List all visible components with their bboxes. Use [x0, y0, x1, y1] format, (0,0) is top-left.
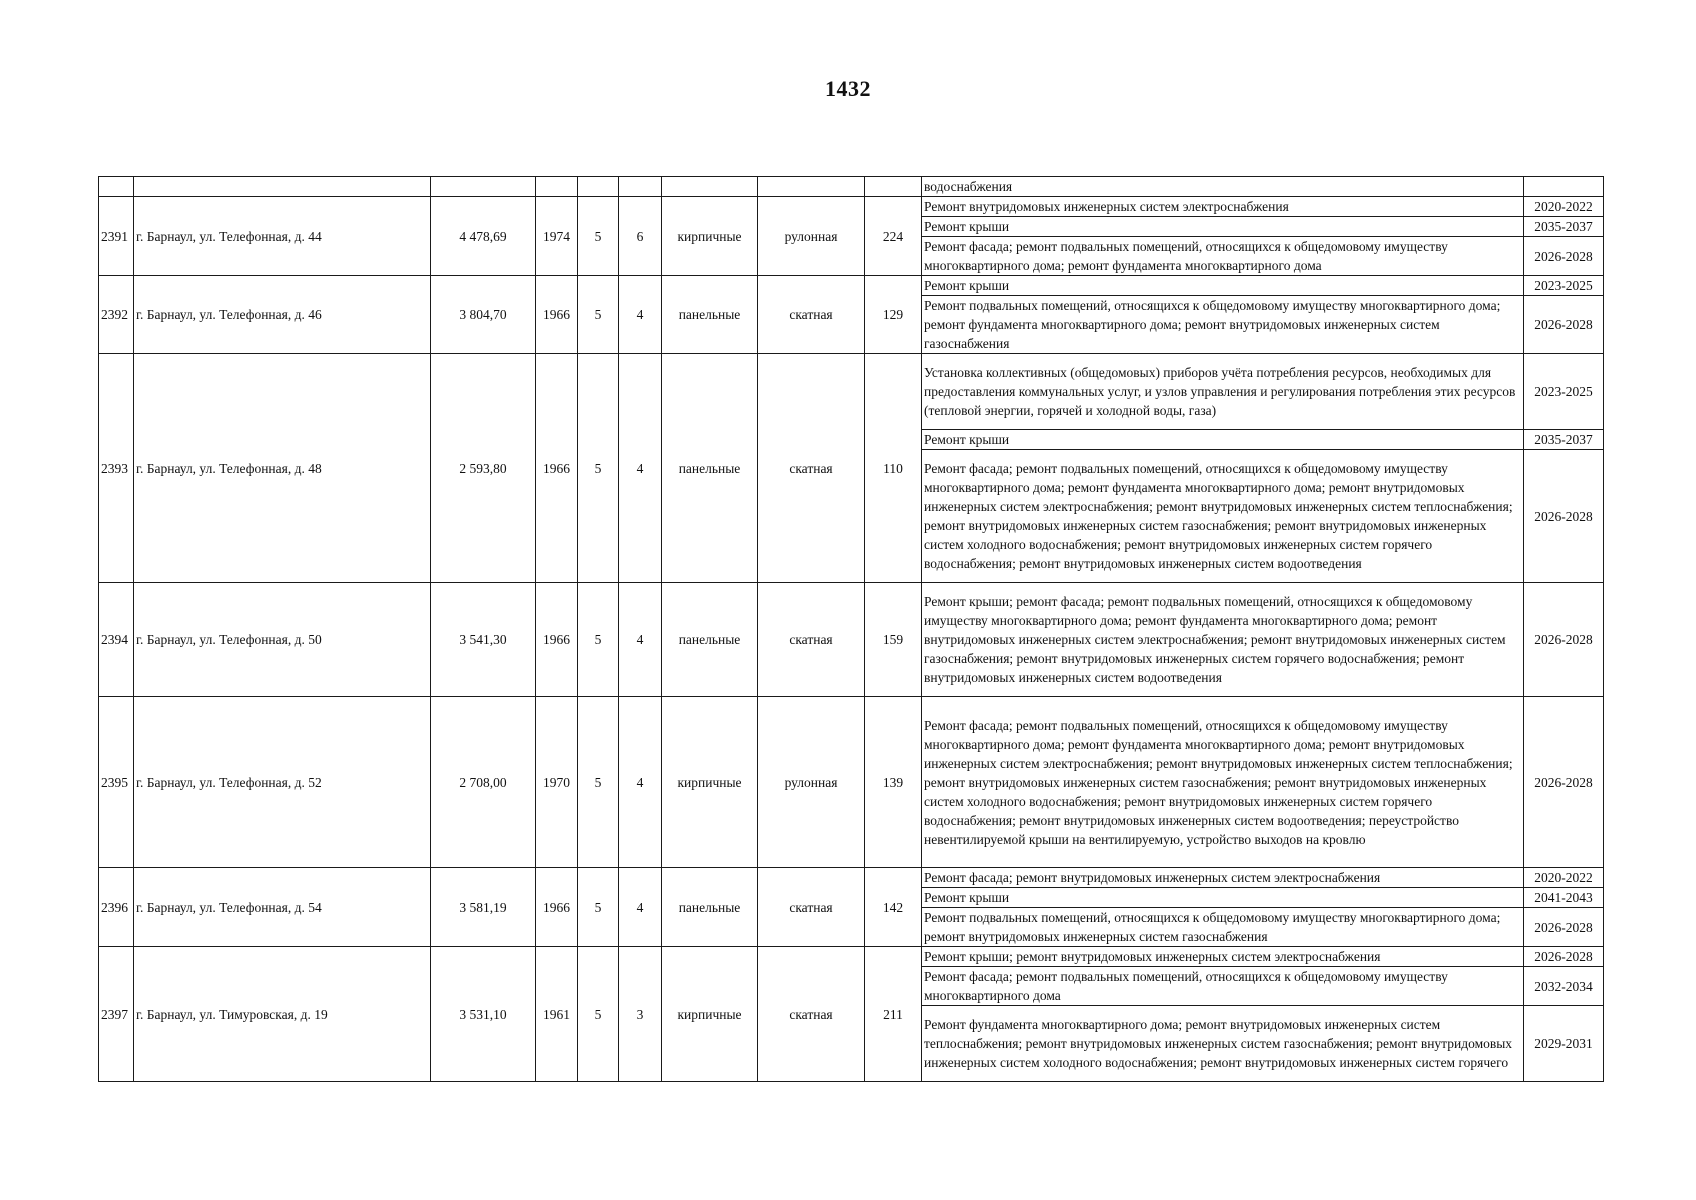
- roof-type: скатная: [758, 276, 865, 354]
- work-description: Ремонт крыши: [922, 430, 1524, 450]
- continuation-row: [99, 177, 1604, 197]
- roof-type: рулонная: [758, 697, 865, 868]
- work-period: 2035-2037: [1524, 217, 1604, 237]
- work-period: 2023-2025: [1524, 276, 1604, 296]
- work-period: 2026-2028: [1524, 237, 1604, 276]
- work-description: Ремонт крыши: [922, 888, 1524, 908]
- total-area: 2 708,00: [431, 697, 536, 868]
- build-year: 1966: [536, 354, 578, 583]
- entrances-count: 4: [619, 697, 662, 868]
- work-period: 2026-2028: [1524, 450, 1604, 583]
- work-description: Ремонт крыши: [922, 276, 1524, 296]
- row-number: 2397: [99, 947, 134, 1082]
- work-period: 2020-2022: [1524, 868, 1604, 888]
- address: г. Барнаул, ул. Телефонная, д. 46: [134, 276, 431, 354]
- empty-cell: [134, 177, 431, 197]
- build-year: 1970: [536, 697, 578, 868]
- work-description: Ремонт крыши; ремонт фасада; ремонт подвальных помещений, относящихся к общедомовому имуществу многоквартирного дома; ремонт фундамента многоквартирного дома; ремонт внутридомовых инженерных систем электроснабжения; ремонт внутридомовых инженерных систем газоснабжения; ремонт внутридомовых инженерных систем горячего водоснабжения; ремонт внутридомовых инженерных систем водоотведения: [922, 583, 1524, 697]
- entrances-count: 3: [619, 947, 662, 1082]
- residents-count: 211: [865, 947, 922, 1082]
- empty-cell: [662, 177, 758, 197]
- table-row: [99, 276, 1604, 296]
- address: г. Барнаул, ул. Телефонная, д. 52: [134, 697, 431, 868]
- wall-material: кирпичные: [662, 697, 758, 868]
- address: г. Барнаул, ул. Телефонная, д. 44: [134, 197, 431, 276]
- roof-type: скатная: [758, 583, 865, 697]
- roof-type: скатная: [758, 868, 865, 947]
- residents-count: 159: [865, 583, 922, 697]
- work-period: 2032-2034: [1524, 967, 1604, 1006]
- work-period: 2026-2028: [1524, 583, 1604, 697]
- roof-type: скатная: [758, 354, 865, 583]
- build-year: 1961: [536, 947, 578, 1082]
- empty-cell: [865, 177, 922, 197]
- work-description: Ремонт крыши: [922, 217, 1524, 237]
- work-description: Ремонт фасада; ремонт подвальных помещений, относящихся к общедомовому имуществу многоквартирного дома; ремонт фундамента многоквартирного дома; ремонт внутридомовых инженерных систем электроснабжения; ремонт внутридомовых инженерных систем теплоснабжения; ремонт внутридомовых инженерных систем газоснабжения; ремонт внутридомовых инженерных систем холодного водоснабжения; ремонт внутридомовых инженерных систем горячего водоснабжения; ремонт внутридомовых инженерных систем водоотведения: [922, 450, 1524, 583]
- total-area: 3 581,19: [431, 868, 536, 947]
- address: г. Барнаул, ул. Телефонная, д. 54: [134, 868, 431, 947]
- row-number: 2393: [99, 354, 134, 583]
- work-description: Ремонт подвальных помещений, относящихся к общедомовому имуществу многоквартирного дома; ремонт внутридомовых инженерных систем газоснабжения: [922, 908, 1524, 947]
- total-area: 4 478,69: [431, 197, 536, 276]
- table-row: [99, 697, 1604, 868]
- table-row: [99, 583, 1604, 697]
- work-period: 2026-2028: [1524, 296, 1604, 354]
- address: г. Барнаул, ул. Телефонная, д. 48: [134, 354, 431, 583]
- work-period: 2026-2028: [1524, 908, 1604, 947]
- empty-cell: [578, 177, 619, 197]
- total-area: 3 531,10: [431, 947, 536, 1082]
- entrances-count: 4: [619, 868, 662, 947]
- residents-count: 139: [865, 697, 922, 868]
- wall-material: кирпичные: [662, 947, 758, 1082]
- build-year: 1966: [536, 276, 578, 354]
- work-period: 2020-2022: [1524, 197, 1604, 217]
- entrances-count: 4: [619, 354, 662, 583]
- residents-count: 129: [865, 276, 922, 354]
- residents-count: 110: [865, 354, 922, 583]
- wall-material: панельные: [662, 276, 758, 354]
- work-description: Ремонт фундамента многоквартирного дома; ремонт внутридомовых инженерных систем теплоснабжения; ремонт внутридомовых инженерных систем газоснабжения; ремонт внутридомовых инженерных систем холодного водоснабжения; ремонт внутридомовых инженерных систем горячего: [922, 1006, 1524, 1082]
- work-description: Ремонт фасада; ремонт подвальных помещений, относящихся к общедомовому имуществу многоквартирного дома: [922, 967, 1524, 1006]
- address: г. Барнаул, ул. Телефонная, д. 50: [134, 583, 431, 697]
- work-description: Установка коллективных (общедомовых) приборов учёта потребления ресурсов, необходимых для предоставления коммунальных услуг, и узлов управления и регулирования потребления этих ресурсов (тепловой энергии, горячей и холодной воды, газа): [922, 354, 1524, 430]
- floors-count: 5: [578, 354, 619, 583]
- residents-count: 224: [865, 197, 922, 276]
- wall-material: панельные: [662, 583, 758, 697]
- table-row: [99, 868, 1604, 888]
- floors-count: 5: [578, 583, 619, 697]
- floors-count: 5: [578, 697, 619, 868]
- build-year: 1974: [536, 197, 578, 276]
- work-description: Ремонт фасада; ремонт внутридомовых инженерных систем электроснабжения: [922, 868, 1524, 888]
- build-year: 1966: [536, 868, 578, 947]
- empty-cell: [536, 177, 578, 197]
- work-period: 2026-2028: [1524, 697, 1604, 868]
- work-period: [1524, 177, 1604, 197]
- total-area: 3 541,30: [431, 583, 536, 697]
- floors-count: 5: [578, 947, 619, 1082]
- work-description: Ремонт фасада; ремонт подвальных помещений, относящихся к общедомовому имуществу многоквартирного дома; ремонт фундамента многоквартирного дома: [922, 237, 1524, 276]
- residents-count: 142: [865, 868, 922, 947]
- build-year: 1966: [536, 583, 578, 697]
- address: г. Барнаул, ул. Тимуровская, д. 19: [134, 947, 431, 1082]
- wall-material: кирпичные: [662, 197, 758, 276]
- row-number: 2396: [99, 868, 134, 947]
- row-number: 2392: [99, 276, 134, 354]
- work-period: 2023-2025: [1524, 354, 1604, 430]
- row-number: 2395: [99, 697, 134, 868]
- housing-repair-table: [98, 176, 1604, 1082]
- work-description: водоснабжения: [922, 177, 1524, 197]
- empty-cell: [99, 177, 134, 197]
- work-description: Ремонт внутридомовых инженерных систем электроснабжения: [922, 197, 1524, 217]
- work-period: 2026-2028: [1524, 947, 1604, 967]
- floors-count: 5: [578, 276, 619, 354]
- work-description: Ремонт крыши; ремонт внутридомовых инженерных систем электроснабжения: [922, 947, 1524, 967]
- roof-type: рулонная: [758, 197, 865, 276]
- work-period: 2029-2031: [1524, 1006, 1604, 1082]
- floors-count: 5: [578, 868, 619, 947]
- empty-cell: [619, 177, 662, 197]
- entrances-count: 4: [619, 583, 662, 697]
- wall-material: панельные: [662, 868, 758, 947]
- entrances-count: 4: [619, 276, 662, 354]
- work-period: 2041-2043: [1524, 888, 1604, 908]
- row-number: 2394: [99, 583, 134, 697]
- work-period: 2035-2037: [1524, 430, 1604, 450]
- table-row: [99, 354, 1604, 430]
- table-row: [99, 197, 1604, 217]
- entrances-count: 6: [619, 197, 662, 276]
- row-number: 2391: [99, 197, 134, 276]
- total-area: 2 593,80: [431, 354, 536, 583]
- empty-cell: [758, 177, 865, 197]
- page-number: 1432: [825, 76, 871, 101]
- work-description: Ремонт фасада; ремонт подвальных помещений, относящихся к общедомовому имуществу многоквартирного дома; ремонт фундамента многоквартирного дома; ремонт внутридомовых инженерных систем электроснабжения; ремонт внутридомовых инженерных систем теплоснабжения; ремонт внутридомовых инженерных систем газоснабжения; ремонт внутридомовых инженерных систем холодного водоснабжения; ремонт внутридомовых инженерных систем горячего водоснабжения; ремонт внутридомовых инженерных систем водоотведения; переустройство невентилируемой крыши на вентилируемую, устройство выходов на кровлю: [922, 697, 1524, 868]
- empty-cell: [431, 177, 536, 197]
- floors-count: 5: [578, 197, 619, 276]
- total-area: 3 804,70: [431, 276, 536, 354]
- roof-type: скатная: [758, 947, 865, 1082]
- table-row: [99, 947, 1604, 967]
- wall-material: панельные: [662, 354, 758, 583]
- work-description: Ремонт подвальных помещений, относящихся к общедомовому имуществу многоквартирного дома; ремонт фундамента многоквартирного дома; ремонт внутридомовых инженерных систем газоснабжения: [922, 296, 1524, 354]
